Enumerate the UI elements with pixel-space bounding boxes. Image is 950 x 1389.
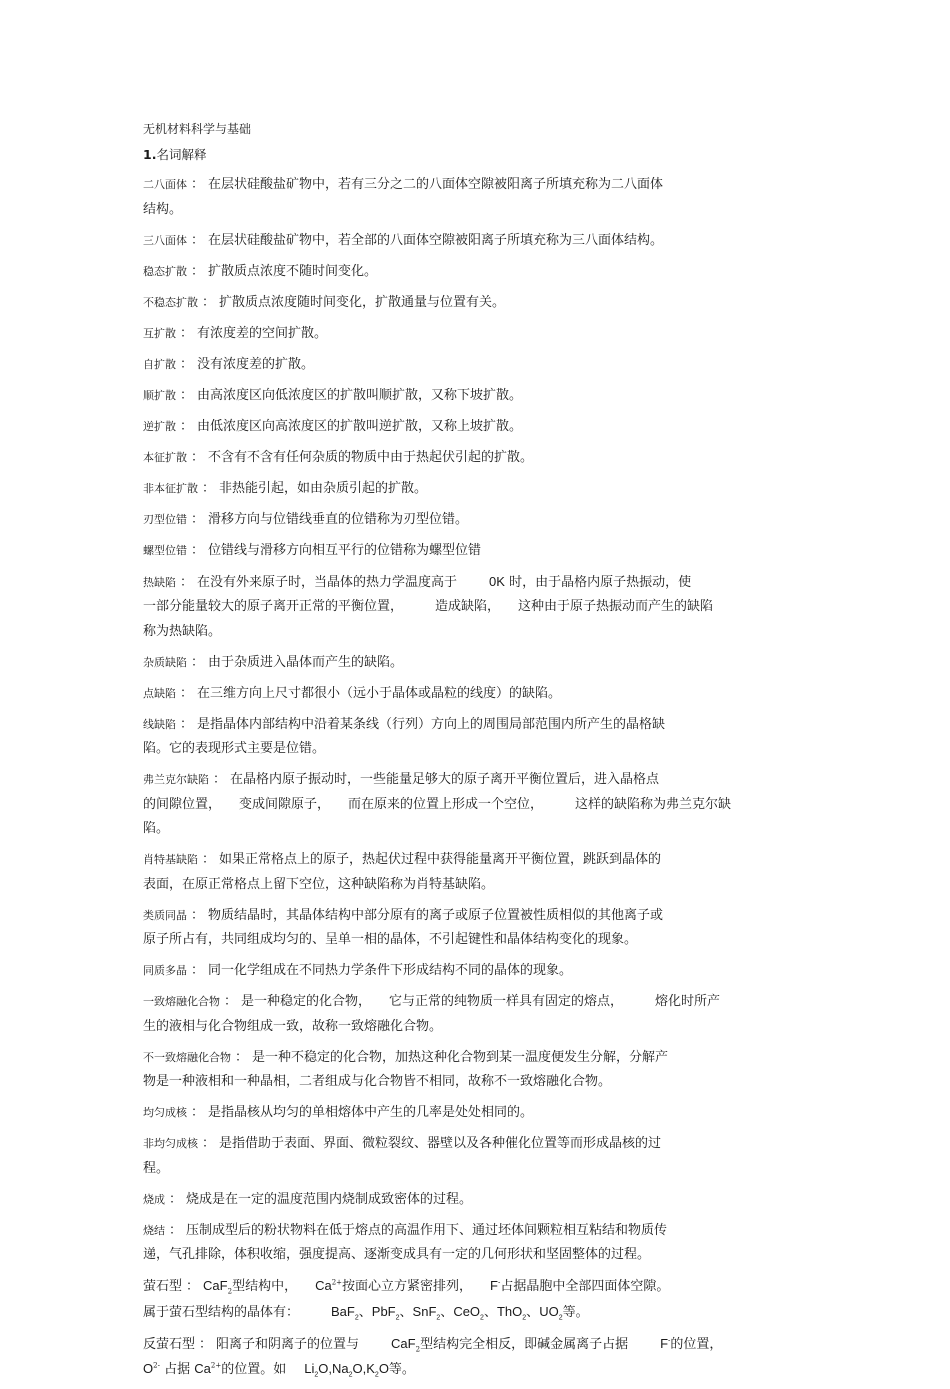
term: 稳态扩散 <box>143 264 187 278</box>
entry-line-defect: 线缺陷 ： 是指晶体内部结构中沿着某条线（行列）方向上的周围局部范围内所产生的晶格缺 陷。它的表现形式主要是位错。 <box>143 713 803 762</box>
definition: 是一种稳定的化合物， <box>241 994 372 1009</box>
definition: 由高浓度区向低浓度区的扩散叫顺扩散，又称下坡扩散。 <box>197 387 523 403</box>
entry-fluorite: 萤石型 ： CaF$_2$型结构中， $Ca^{2+}$按面心立方紧密排列， F-占据晶胞中全部四面体空隙。 属于萤石型结构的晶体有： BaF$_2$、PbF$_2$、SnF$_2$、CeO$_2$、ThO$_2$、$UO_2$等。 <box>143 1278 670 1322</box>
term: 弗兰克尔缺陷 <box>143 773 209 786</box>
definition: 程。 <box>143 1160 170 1176</box>
definition: 称为热缺陷。 <box>143 623 222 639</box>
entry-unsteady-diffusion: 不稳态扩散 ： 扩散质点浓度随时间变化，扩散通量与位置有关。 <box>143 294 506 310</box>
entry-congruent-compound: 一致熔融化合物 ： 是一种稳定的化合物， 它与正常的纯物质一样具有固定的熔点， 熔化时所产 生的液相与化合物组成一致，故称一致熔融化合物。 <box>143 990 803 1039</box>
definition: 按面心立方紧密排列， <box>342 1279 473 1294</box>
formula-text: O等。 <box>378 1361 415 1376</box>
term: 非均匀成核 <box>143 1137 198 1150</box>
definition: 是指晶核从均匀的单相熔体中产生的几率是处处相同的。 <box>208 1105 534 1120</box>
term: 三八面体 <box>143 233 187 247</box>
term: 一致熔融化合物 <box>143 995 220 1008</box>
definition: 陷。它的表现形式主要是位错。 <box>143 741 326 756</box>
formula-text: CaF <box>203 1278 228 1293</box>
formula-text: Ca <box>194 1361 211 1376</box>
entry-dioctahedral: 二八面体 ： 在层状硅酸盐矿物中，若有三分之二的八面体空隙被阳离子所填充称为二八面体 结构。 <box>143 173 803 222</box>
definition: 一部分能量较大的原子离开正常的平衡位置， <box>143 599 404 614</box>
term: 萤石型 <box>143 1279 183 1294</box>
term: 顺扩散 <box>143 388 176 402</box>
definition: 原子所占有，共同组成均匀的、呈单一相的晶体，不引起键性和晶体结构变化的现象。 <box>143 932 638 947</box>
term: 互扩散 <box>143 326 176 340</box>
term: 杂质缺陷 <box>143 655 187 669</box>
entry-isomorphism: 类质同晶 ： 物质结晶时，其晶体结构中部分原有的离子或原子位置被性质相似的其他离子或 原子所占有，共同组成均匀的、呈单一相的晶体，不引起键性和晶体结构变化的现象。 <box>143 904 803 953</box>
definition: 的位置。如 <box>221 1362 287 1377</box>
definition: 不含有不含有任何杂质的物质中由于热起伏引起的扩散。 <box>208 449 534 465</box>
definition: 生的液相与化合物组成一致，故称一致熔融化合物。 <box>143 1018 443 1034</box>
entry-heterogeneous-nucleation: 非均匀成核 ： 是指借助于表面、界面、微粒裂纹、器壁以及各种催化位置等而形成晶核的过 程。 <box>143 1132 803 1181</box>
term: 不一致熔融化合物 <box>143 1050 231 1064</box>
formula-text: SnF <box>412 1303 437 1319</box>
entry-steady-diffusion: 稳态扩散 ： 扩散质点浓度不随时间变化。 <box>143 263 378 279</box>
entry-downhill-diffusion: 顺扩散 ： 由高浓度区向低浓度区的扩散叫顺扩散，又称下坡扩散。 <box>143 387 523 403</box>
entry-schottky-defect: 肖特基缺陷 ： 如果正常格点上的原子，热起伏过程中获得能量离开平衡位置，跳跃到晶体的 表面，在原正常格点上留下空位，这种缺陷称为肖特基缺陷。 <box>143 848 803 897</box>
definition: 同一化学组成在不同热力学条件下形成结构不同的晶体的现象。 <box>208 963 573 978</box>
superscript: - <box>498 1278 501 1287</box>
formula-text: UO <box>539 1303 559 1319</box>
definition: 在层状硅酸盐矿物中，若全部的八面体空隙被阳离子所填充称为三八面体结构。 <box>208 232 664 248</box>
definition: 扩散质点浓度随时间变化，扩散通量与位置有关。 <box>219 294 506 310</box>
superscript: 2+ <box>210 1361 222 1370</box>
entry-extrinsic-diffusion: 非本征扩散 ： 非热能引起，如由杂质引起的扩散。 <box>143 480 428 496</box>
definition: 而在原来的位置上形成一个空位， <box>348 796 544 812</box>
term: 螺型位错 <box>143 543 187 557</box>
term: 不稳态扩散 <box>143 295 198 309</box>
formula-text: F <box>660 1335 669 1351</box>
entry-polymorphism: 同质多晶 ： 同一化学组成在不同热力学条件下形成结构不同的晶体的现象。 <box>143 963 573 978</box>
entry-homogeneous-nucleation: 均匀成核 ： 是指晶核从均匀的单相熔体中产生的几率是处处相同的。 <box>143 1105 534 1120</box>
entry-point-defect: 点缺陷 ： 在三维方向上尺寸都很小（远小于晶体或晶粒的线度）的缺陷。 <box>143 685 562 701</box>
definition: 递，气孔排除，体积收缩，强度提高、逐渐变成具有一定的几何形状和坚固整体的过程。 <box>143 1247 651 1262</box>
term: 二八面体 <box>143 178 187 191</box>
entry-uphill-diffusion: 逆扩散 ： 由低浓度区向高浓度区的扩散叫逆扩散，又称上坡扩散。 <box>143 418 523 434</box>
entry-firing: 烧成 ： 烧成是在一定的温度范围内烧制成致密体的过程。 <box>143 1191 473 1207</box>
entry-edge-dislocation: 刃型位错 ： 滑移方向与位错线垂直的位错称为刃型位错。 <box>143 511 469 527</box>
definition: 滑移方向与位错线垂直的位错称为刃型位错。 <box>208 511 469 527</box>
definition: 这样的缺陷称为弗兰克尔缺 <box>575 796 732 812</box>
formula-text: PbF <box>371 1303 396 1319</box>
definition: 由于杂质进入晶体而产生的缺陷。 <box>208 654 404 670</box>
formula-text: O,K <box>352 1361 375 1376</box>
definition: 是一种不稳定的化合物，加热这种化合物到某一温度便发生分解，分解产 <box>252 1049 669 1065</box>
section-number: 1. <box>143 147 157 162</box>
definition: 非热能引起，如由杂质引起的扩散。 <box>219 480 428 496</box>
entry-incongruent-compound: 不一致熔融化合物 ： 是一种不稳定的化合物，加热这种化合物到某一温度便发生分解，分解产 物是一种液相和一种晶相，二者组成与化合物皆不相同，故称不一致熔融化合物。 <box>143 1046 803 1095</box>
entry-impurity-defect: 杂质缺陷 ： 由于杂质进入晶体而产生的缺陷。 <box>143 654 404 670</box>
formula-text: F <box>490 1278 498 1293</box>
entry-interdiffusion: 互扩散 ： 有浓度差的空间扩散。 <box>143 325 328 341</box>
superscript: 2- <box>153 1361 160 1370</box>
term: 类质同晶 <box>143 908 187 922</box>
term: 同质多晶 <box>143 964 187 977</box>
definition: 它与正常的纯物质一样具有固定的熔点， <box>389 994 624 1009</box>
definition: 没有浓度差的扩散。 <box>197 356 315 372</box>
definition: 占据晶胞中全部四面体空隙。 <box>500 1279 670 1294</box>
term: 自扩散 <box>143 357 176 371</box>
term: 刃型位错 <box>143 512 187 526</box>
definition: 这种由于原子热振动而产生的缺陷 <box>518 599 714 614</box>
entry-intrinsic-diffusion: 本征扩散 ： 不含有不含有任何杂质的物质中由于热起伏引起的扩散。 <box>143 449 534 465</box>
subscript: 2 <box>314 1371 319 1379</box>
definition: 物是一种液相和一种晶相，二者组成与化合物皆不相同，故称不一致熔融化合物。 <box>143 1074 612 1089</box>
definition: 由低浓度区向高浓度区的扩散叫逆扩散，又称上坡扩散。 <box>197 418 523 434</box>
definition: 位错线与滑移方向相互平行的位错称为螺型位错 <box>208 542 482 558</box>
formula-text: BaF <box>331 1303 355 1319</box>
document-title: 无机材料科学与基础 <box>143 122 252 136</box>
subscript: 2 <box>348 1371 353 1379</box>
formula-text: ThO <box>496 1303 523 1319</box>
term: 逆扩散 <box>143 419 176 433</box>
definition: 物质结晶时，其晶体结构中部分原有的离子或原子位置被性质相似的其他离子或 <box>208 907 664 923</box>
entry-screw-dislocation: 螺型位错 ： 位错线与滑移方向相互平行的位错称为螺型位错 <box>143 542 482 558</box>
definition: 在层状硅酸盐矿物中，若有三分之二的八面体空隙被阳离子所填充称为二八面体 <box>208 177 664 192</box>
subscript: 2 <box>415 1345 421 1354</box>
section-title: 名词解释 <box>156 147 207 162</box>
superscript: - <box>668 1336 671 1345</box>
formula-text: CeO <box>453 1303 481 1319</box>
term: 本征扩散 <box>143 450 187 464</box>
definition: 型结构完全相反，即碱金属离子占据 <box>420 1336 629 1352</box>
formula-text: O <box>143 1361 154 1376</box>
subscript: 2 <box>227 1287 233 1296</box>
section-heading <box>143 147 803 163</box>
subscript: 2 <box>374 1371 379 1379</box>
definition: 陷。 <box>143 821 170 836</box>
definition: 扩散质点浓度不随时间变化。 <box>208 263 378 279</box>
definition: 烧成是在一定的温度范围内烧制成致密体的过程。 <box>186 1191 473 1207</box>
subscript: 2 <box>395 1314 400 1322</box>
entry-frenkel-defect: 弗兰克尔缺陷 ： 在晶格内原子振动时，一些能量足够大的原子离开平衡位置后，进入晶格点 的间隙位置， 变成间隙原子， 而在原来的位置上形成一个空位， 这样的缺陷称为弗兰克尔缺 陷。 <box>143 768 803 842</box>
definition: 阳离子和阴离子的位置与 <box>216 1336 360 1352</box>
definition: 如果正常格点上的原子，热起伏过程中获得能量离开平衡位置，跳跃到晶体的 <box>219 852 662 867</box>
superscript: 2+ <box>331 1278 343 1287</box>
term: 点缺陷 <box>143 686 176 700</box>
formula-text: CaF <box>391 1335 416 1351</box>
definition: 的间隙位置， <box>143 796 222 812</box>
definition: 等。 <box>562 1304 589 1320</box>
definition: 有浓度差的空间扩散。 <box>197 325 328 341</box>
term: 烧结 <box>143 1223 165 1237</box>
definition: 属于萤石型结构的晶体有： <box>143 1304 300 1320</box>
subscript: 2 <box>480 1314 484 1322</box>
compound-list: BaF$_2$、PbF$_2$、SnF$_2$、CeO$_2$、ThO$_2$、$UO_2$ <box>331 1303 563 1322</box>
definition: 在三维方向上尺寸都很小（远小于晶体或晶粒的线度）的缺陷。 <box>197 685 562 701</box>
definition: 压制成型后的粉状物料在低于熔点的高温作用下、通过坯体间颗粒相互粘结和物质传 <box>186 1222 668 1238</box>
term: 反萤石型 <box>143 1336 196 1352</box>
formula-text: Li <box>304 1361 315 1376</box>
term: 均匀成核 <box>143 1106 187 1119</box>
definition: 表面，在原正常格点上留下空位，这种缺陷称为肖特基缺陷。 <box>143 876 495 892</box>
term: 非本征扩散 <box>143 481 198 495</box>
entry-antifluorite: 反萤石型 ： 阳离子和阴离子的位置与 CaF$_2$型结构完全相反，即碱金属离子占据 F-的位置， $O^{2-}$ 占据 $Ca^{2+}$的位置。如 $Li_2O,Na_2O,K_2O$等。 <box>143 1335 723 1379</box>
entry-sintering: 烧结 ： 压制成型后的粉状物料在低于熔点的高温作用下、通过坯体间颗粒相互粘结和物质传 递，气孔排除，体积收缩，强度提高、逐渐变成具有一定的几何形状和坚固整体的过程。 <box>143 1219 803 1268</box>
definition: 变成间隙原子， <box>239 796 331 812</box>
entry-self-diffusion: 自扩散 ： 没有浓度差的扩散。 <box>143 356 315 372</box>
document-page <box>143 121 803 1389</box>
definition: 的位置， <box>670 1336 723 1352</box>
term: 肖特基缺陷 <box>143 853 198 866</box>
definition: 结构。 <box>143 201 183 217</box>
formula-text: O,Na <box>318 1361 349 1376</box>
example-compounds <box>304 1361 415 1379</box>
definition: 是指晶体内部结构中沿着某条线（行列）方向上的周围局部范围内所产生的晶格缺 <box>197 716 666 732</box>
definition: 在晶格内原子振动时，一些能量足够大的原子离开平衡位置后，进入晶格点 <box>230 772 660 787</box>
subscript: 2 <box>436 1314 441 1322</box>
temperature-value: 0K <box>489 573 505 589</box>
definition: 型结构中， <box>232 1279 298 1294</box>
subscript: 2 <box>558 1314 563 1322</box>
term: 烧成 <box>143 1192 165 1206</box>
entry-thermal-defect: 热缺陷 ： 在没有外来原子时，当晶体的热力学温度高于 0K 时，由于晶格内原子热振动，使 一部分能量较大的原子离开正常的平衡位置， 造成缺陷， 这种由于原子热振动而产生的缺陷 称为热缺陷。 <box>143 570 803 645</box>
definition: 是指借助于表面、界面、微粒裂纹、器壁以及各种催化位置等而形成晶核的过 <box>219 1136 662 1151</box>
subscript: 2 <box>522 1314 527 1322</box>
definition: 熔化时所产 <box>655 994 721 1009</box>
definition: 占据 <box>164 1362 191 1377</box>
subscript: 2 <box>354 1314 359 1322</box>
term: 线缺陷 <box>143 717 176 731</box>
entry-trioctahedral: 三八面体 ： 在层状硅酸盐矿物中，若全部的八面体空隙被阳离子所填充称为三八面体结构。 <box>143 232 664 248</box>
formula-text: Ca <box>315 1278 332 1293</box>
definition: 造成缺陷， <box>435 599 501 614</box>
definition: 在没有外来原子时，当晶体的热力学温度高于 <box>197 574 458 590</box>
definition: 时，由于晶格内原子热振动，使 <box>509 574 692 590</box>
term: 热缺陷 <box>143 575 176 589</box>
